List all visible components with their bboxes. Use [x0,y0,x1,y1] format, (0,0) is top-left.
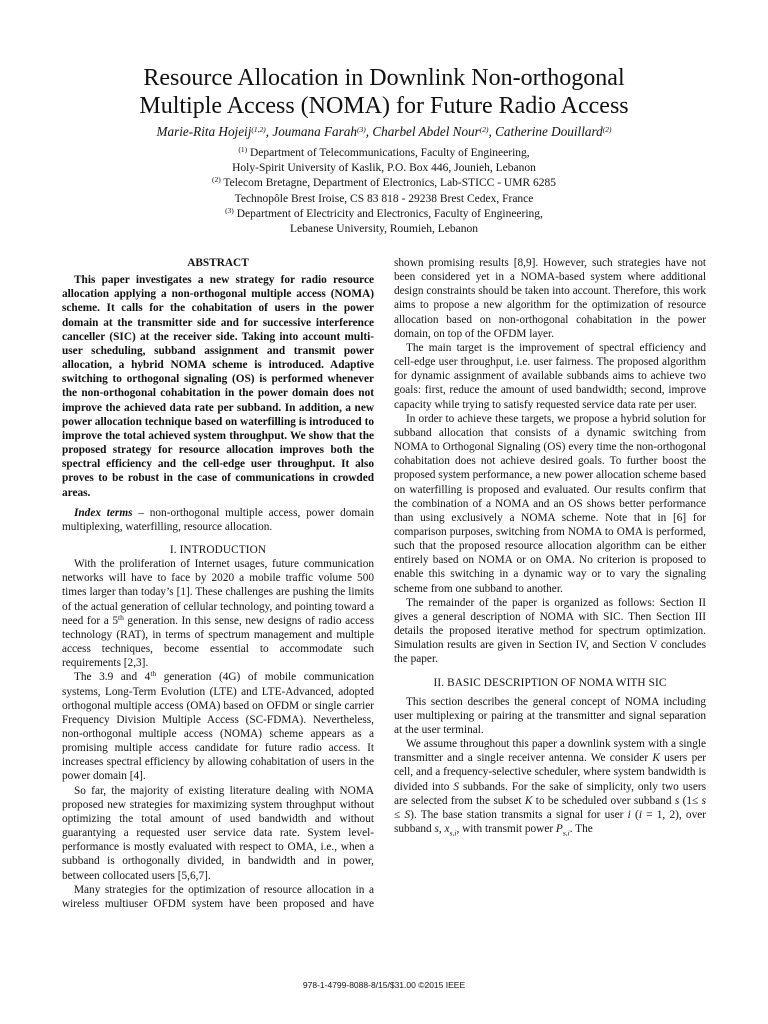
paragraph-text: ≤ [394,808,405,821]
math-symbol: K [652,752,660,765]
math-subscript: s,i [562,828,570,838]
affiliation-mark: (3) [225,205,234,215]
paragraph-continuation: shown promising results [8,9]. However, such strategies have not been considered yet in a NOMA-based system where additional design constraints should be taken into account. Therefore, this work aims to propose a new algorithm for the optimization of resource allocation based on non-orthogonal cohabitation in the power domain, on top of the OFDM layer. [394,257,706,340]
affiliation-text: Telecom Bretagne, Department of Electronics, Lab-STICC - UMR 6285 [223,177,557,190]
author-list: Marie-Rita Hojeij$^{(1,2)}$, Joumana Farah$^{(3)}$, Charbel Abdel Nour$^{(2)}$, Catherine Douillard$^{(2)}$ [156,124,612,139]
affiliation-line [100,176,668,191]
abstract-heading: ABSTRACT [187,257,249,269]
paragraph-text: generation (4G) of mobile communication systems, Long-Term Evolution (LTE) and LTE-Advanced, adopted orthogonal multiple access (OMA) based on OFDM or single carrier Frequency Division Multiple Access (SC-FDMA). Nevertheless, non-orthogonal multiple access (NOMA) scheme appears as a promising multiple access candidate for future radio access. It increases spectral efficiency by allowing cohabitation of users in the power domain [4]. [62,671,374,783]
paragraph-text: We assume throughout this paper a downlink system with a single transmitter and a single receiver antenna. We consider [394,738,706,765]
math-symbol: s [434,823,439,836]
affiliation-line [100,192,668,207]
affiliation-text: Department of Electricity and Electronics, Faculty of Engineering, [236,207,543,220]
abstract-text: This paper investigates a new strategy for radio resource allocation applying a non-orthogonal multiple access (NOMA) scheme. It calls for the cohabitation of users in the power domain at the transmitter side and for successive interference canceller (SIC) at the receiver side. Taking into account multi-user scheduling, subband assignment and transmit power allocation, a hybrid NOMA scheme is introduced. Adaptive switching to orthogonal signaling (OS) is performed whenever the non-orthogonal cohabitation in the power domain does not improve the achieved data rate per subband. In addition, a new power allocation technique based on waterfilling is introduced to improve the total achieved system throughput. We show that the proposed strategy for resource allocation improves both the spectral efficiency and the cell-edge user throughput. It also proves to be robust in the case of communications in crowded areas. [62,274,374,499]
author-affiliation-mark: (2) [479,125,489,134]
affiliation-list [100,146,668,237]
paragraph-text: = 1, 2), over subband [394,808,707,836]
paragraph-text: , with transmit power [456,823,556,836]
index-terms-text: – non-orthogonal multiple access, power domain multiplexing, waterfilling, resource allocation. [62,506,375,533]
author-affiliation-mark: (2) [602,125,612,134]
author-name: Marie-Rita Hojeij [156,124,252,139]
affiliation-text: Technopôle Brest Iroise, CS 83 818 - 29238 Brest Cedex, France [234,192,534,205]
paragraph-text: subbands. For the sake of simplicity, only two users are selected from the subset [394,780,707,807]
affiliation-line [100,207,668,222]
math-subscript: s,i [449,828,457,838]
paragraph-text: , [438,823,445,836]
right-column [394,256,706,841]
paragraph-text: generation. In this sense, new designs of radio access technology (RAT), in terms of spectrum management and multiple access techniques, become essential to accommodate such requirements [2,3]. [62,614,374,670]
paragraph-text: ( [630,808,639,821]
paper-title [70,64,698,120]
math-symbol: S [404,808,411,821]
title-line-1: Resource Allocation in Downlink Non-orthogonal [143,65,625,91]
affiliation-text: Department of Telecommunications, Faculty of Engineering, [249,147,530,159]
affiliation-line [100,222,668,237]
paragraph-text: The 3.9 and 4 [74,671,151,684]
paragraph-text: (1≤ [679,794,702,807]
paragraph: In order to achieve these targets, we propose a hybrid solution for subband allocation that consists of a dynamic switching from NOMA to Orthogonal Signaling (OS) every time the non-orthogonal cohabitation does not achieve desired goals. To further boost the proposed system performance, a new power allocation scheme based on waterfilling is proposed and evaluated. Our results confirm that the combination of a NOMA and an OS shows better performance than using exclusively a NOMA scheme. Note that in [6] for comparison purposes, switching from NOMA to OMA is performed, such that the proposed resource allocation algorithm can be either entirely based on NOMA or on OMA. No criterion is proposed to enable this switching in a dynamic way or to vary the signaling scheme from one subband to another. [394,412,706,595]
math-symbol: x [444,823,450,836]
author-name: Catherine Douillard [495,124,603,139]
math-symbol: s [674,794,680,807]
paragraph-text: to be scheduled over subband [532,794,675,807]
affiliation-text: Lebanese University, Roumieh, Lebanon [290,223,478,236]
affiliation-mark: (1) [238,145,248,154]
math-symbol: P [555,823,563,836]
affiliation-mark: (2) [211,175,221,185]
index-terms-label: Index terms [74,506,133,519]
affiliation-line [100,146,668,161]
author-affiliation-mark: (3) [356,125,366,134]
paragraph-text: ). The base station transmits a signal for user [410,808,628,821]
left-column [62,256,374,911]
paragraph-text: . The [569,823,593,836]
paragraph: The main target is the improvement of spectral efficiency and cell-edge user throughput, i.e. user fairness. The proposed algorithm for dynamic assignment of available subbands aims to achieve two goals: first, reduce the amount of used bandwidth; second, improve capacity while trying to satisfy requested service data rate per user. [394,341,706,411]
math-symbol: K [524,794,533,807]
math-symbol: i [627,808,631,821]
paragraph-text: With the proliferation of Internet usages, future communication networks will have to face by 2020 a mobile traffic volume 500 times larger than today’s [1]. These challenges are pushing the limits of the actual generation of cellular technology, and pointing toward a need for a 5 [62,558,375,627]
paragraph: The remainder of the paper is organized as follows: Section II gives a general description of NOMA with SIC. Then Section III details the proposed iterative method for spectrum optimization. Simulation results are given in Section IV, and Section V concludes the paper. [394,596,706,666]
affiliation-text: Holy-Spirit University of Kaslik, P.O. Box 446, Jounieh, Lebanon [232,162,536,175]
author-name: Charbel Abdel Nour [372,124,480,139]
affiliation-line [100,161,668,176]
superscript: th [150,669,157,679]
math-symbol: S [453,780,460,793]
index-terms [62,506,374,534]
paragraph: This section describes the general concept of NOMA including user multiplexing or pairing at the transmitter and signal separation at the user terminal. [394,695,706,736]
paragraph [394,737,706,840]
paragraph [62,670,374,783]
author-affiliation-mark: (1,2) [251,125,266,134]
section-heading-introduction: I. INTRODUCTION [169,543,267,556]
math-symbol: i [638,808,642,821]
superscript: th [117,612,124,622]
paragraph: So far, the majority of existing literature dealing with NOMA proposed new strategies for maximizing system throughput without optimizing the total amount of used bandwidth and without guarantying a requested user service data rate. System level-performance is mostly evaluated with respect to OMA, i.e., when a subband is orthogonally divided, in bandwidth and in power, between collocated users [5,6,7]. [62,784,374,882]
copyright-footer: 978-1-4799-8088-8/15/$31.00 ©2015 IEEE [302,980,466,990]
paragraph [62,557,374,670]
section-heading-noma: II. BASIC DESCRIPTION OF NOMA WITH SIC [433,676,667,689]
paragraph-continued: Many strategies for the optimization of resource allocation in a wireless multiuser OFDM system have been proposed and have [62,883,374,910]
title-line-2: Multiple Access (NOMA) for Future Radio Access [139,93,629,119]
paragraph-text: users per cell, and a frequency-selective scheduler, where system bandwidth is divided into [394,752,706,793]
author-name: Joumana Farah [272,124,357,139]
math-symbol: s [701,794,706,807]
